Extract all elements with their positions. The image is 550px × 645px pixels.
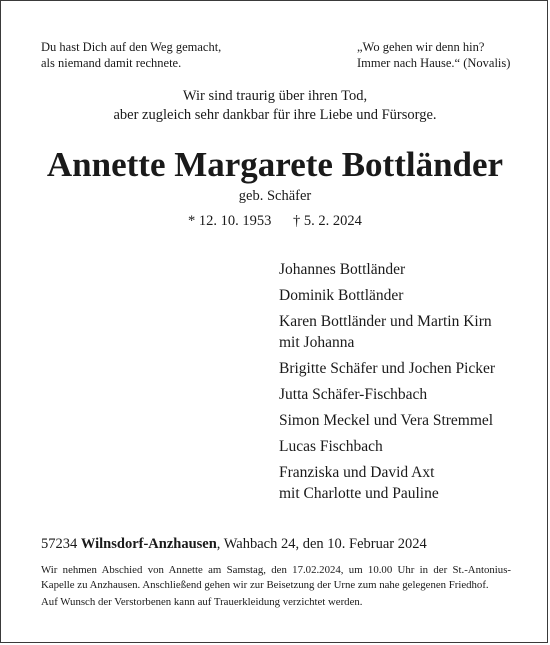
mourner-entry [279, 311, 495, 353]
mourner-entry [279, 358, 495, 379]
mourner-entry [279, 285, 495, 306]
quote-right [357, 39, 510, 71]
funeral-details [41, 563, 511, 610]
mourner-line: Franziska und David Axt [279, 464, 435, 481]
quote-right-line: „Wo gehen wir denn hin? [357, 40, 485, 54]
mourners-list [279, 259, 495, 509]
mourner-entry [279, 384, 495, 405]
quote-left [41, 39, 221, 71]
details-line: Wir nehmen Abschied von Annette am Samstag, den 17.02.2024, um 10.00 Uhr in der St.-Antonius- [41, 564, 511, 576]
details-line: Auf Wunsch der Verstorbenen kann auf Trauerkleidung verzichtet werden. [41, 596, 363, 608]
place-and-date [41, 535, 427, 553]
mourner-line: Jutta Schäfer-Fischbach [279, 386, 428, 403]
mourner-line: Lucas Fischbach [279, 438, 383, 455]
intro-line: aber zugleich sehr dankbar für ihre Liebe und Fürsorge. [113, 107, 437, 123]
mourner-line: mit Johanna [279, 334, 355, 351]
mourner-entry [279, 462, 495, 504]
address-and-date: , Wahbach 24, den 10. Februar 2024 [216, 536, 427, 552]
mourner-line: mit Charlotte und Pauline [279, 485, 439, 502]
intro-text [1, 87, 549, 125]
deceased-name: Annette Margarete Bottländer [46, 145, 504, 184]
mourner-line: Dominik Bottländer [279, 287, 404, 304]
quote-left-line: Du hast Dich auf den Weg gemacht, [41, 40, 222, 54]
mourner-line: Johannes Bottländer [279, 261, 406, 278]
birth-date: * 12. 10. 1953 [188, 213, 272, 229]
mourner-entry [279, 410, 495, 431]
mourner-line: Karen Bottländer und Martin Kirn [279, 313, 492, 330]
quote-left-line: als niemand damit rechnete. [41, 56, 182, 70]
mourner-entry [279, 259, 495, 280]
intro-line: Wir sind traurig über ihren Tod, [182, 88, 368, 104]
mourner-line: Simon Meckel und Vera Stremmel [279, 412, 494, 429]
mourner-line: Brigitte Schäfer und Jochen Picker [279, 360, 496, 377]
town: Wilnsdorf-Anzhausen [80, 536, 217, 552]
death-date: † 5. 2. 2024 [293, 213, 362, 229]
details-line: Kapelle zu Anzhausen. Anschließend gehen wir zur Beisetzung der Urne zum nahe gelegenen Friedhof. [41, 579, 489, 591]
quote-right-line: Immer nach Hause.“ (Novalis) [357, 56, 511, 70]
postcode: 57234 [41, 536, 78, 552]
mourner-entry [279, 436, 495, 457]
birth-name: geb. Schäfer [238, 188, 312, 204]
